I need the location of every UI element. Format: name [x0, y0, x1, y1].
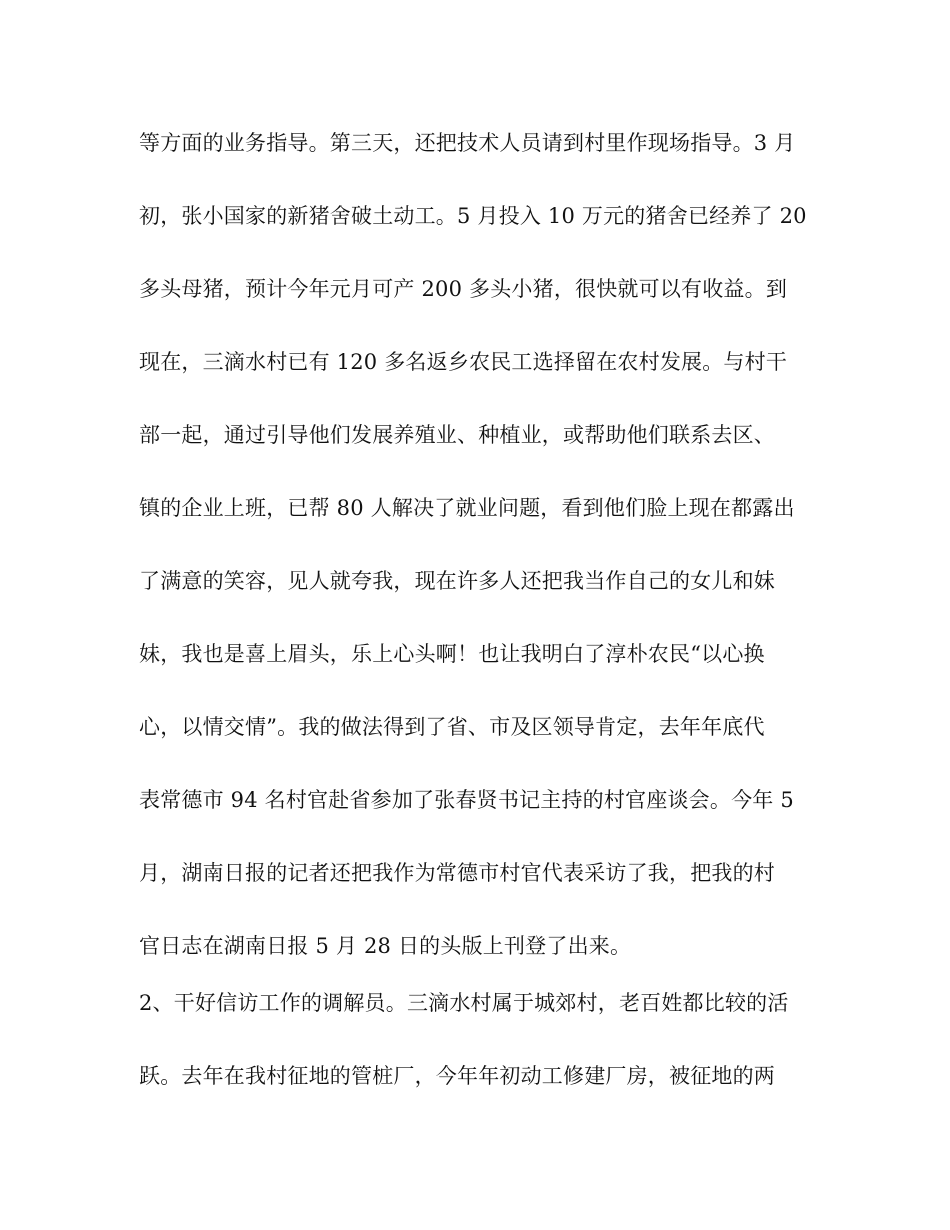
text-line-12: 官日志在湖南日报 5 月 28 日的头版上刊登了出来。 — [139, 934, 632, 958]
text-line-4: 现在，三滴水村已有 120 多名返乡农民工选择留在农村发展。与村干 — [139, 350, 788, 374]
text-line-3: 多头母猪，预计今年元月可产 200 多头小猪，很快就可以有收益。到 — [139, 277, 788, 301]
text-line-8: 妹，我也是喜上眉头，乐上心头啊！也让我明白了淳朴农民“以心换 — [139, 642, 765, 666]
text-line-11: 月，湖南日报的记者还把我作为常德市村官代表采访了我，把我的村 — [139, 861, 775, 885]
text-line-13: 2、干好信访工作的调解员。三滴水村属于城郊村，老百姓都比较的活 — [139, 991, 789, 1015]
text-line-14: 跃。去年在我村征地的管桩厂，今年年初动工修建厂房，被征地的两 — [139, 1064, 775, 1088]
text-line-9: 心，以情交情”。我的做法得到了省、市及区领导肯定，去年年底代 — [139, 715, 765, 739]
text-line-7: 了满意的笑容，见人就夸我，现在许多人还把我当作自己的女儿和妹 — [139, 569, 775, 593]
text-line-10: 表常德市 94 名村官赴省参加了张春贤书记主持的村官座谈会。今年 5 — [139, 788, 794, 812]
text-line-5: 部一起，通过引导他们发展养殖业、种植业，或帮助他们联系去区、 — [139, 423, 775, 447]
text-line-1: 等方面的业务指导。第三天，还把技术人员请到村里作现场指导。3 月 — [139, 131, 796, 155]
text-line-6: 镇的企业上班，已帮 80 人解决了就业问题，看到他们脸上现在都露出 — [139, 496, 795, 520]
text-line-2: 初，张小国家的新猪舍破土动工。5 月投入 10 万元的猪舍已经养了 20 — [139, 204, 807, 228]
